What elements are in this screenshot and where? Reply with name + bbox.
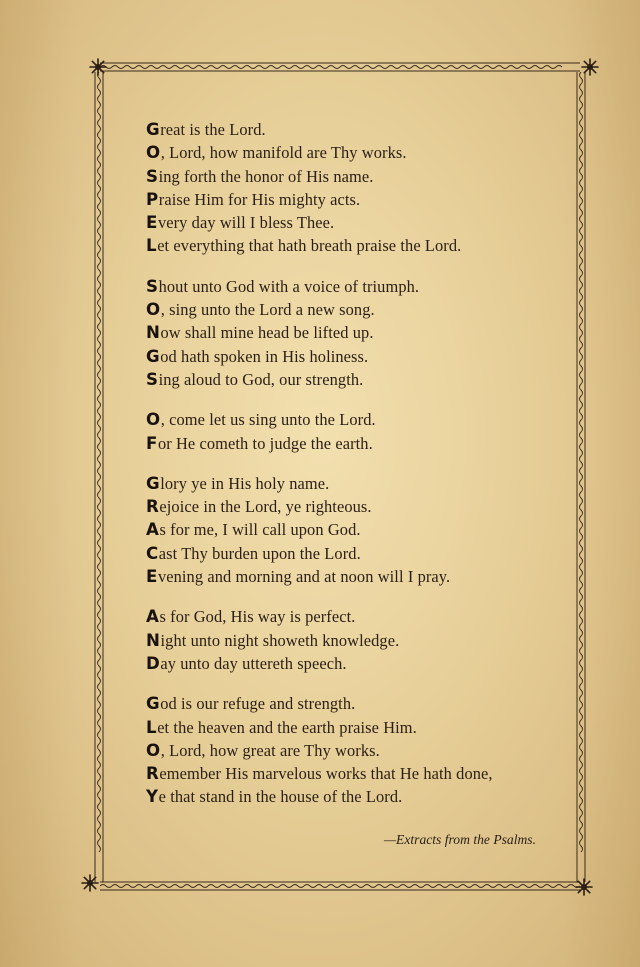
- poem-line: [146, 188, 566, 211]
- line-initial: G: [146, 120, 160, 139]
- line-initial: E: [146, 567, 158, 587]
- line-text: od is our refuge and strength.: [160, 694, 356, 714]
- attribution: —Extracts from the Psalms.: [383, 832, 536, 847]
- poem-line: [146, 762, 566, 785]
- line-text: or He cometh to judge the earth.: [157, 433, 373, 453]
- line-initial: P: [146, 189, 159, 209]
- stanza: [146, 605, 566, 675]
- line-initial: G: [146, 473, 160, 493]
- right-border: [576, 72, 586, 882]
- poem-line: [146, 408, 566, 431]
- poem-line: [146, 118, 566, 141]
- line-text: lory ye in His holy name.: [160, 473, 330, 493]
- line-text: vening and morning and at noon will I pray.: [157, 567, 451, 587]
- left-border: [94, 72, 104, 882]
- line-text: very day will I bless Thee.: [157, 213, 335, 233]
- poem-line: [146, 785, 566, 808]
- line-text: reat is the Lord.: [160, 120, 266, 139]
- poem-line: [146, 234, 566, 257]
- line-text: , sing unto the Lord a new song.: [160, 300, 375, 320]
- line-initial: E: [146, 213, 158, 233]
- stanza: [146, 692, 566, 808]
- line-initial: N: [146, 630, 160, 650]
- line-initial: F: [146, 433, 158, 453]
- stanza: [146, 472, 566, 588]
- line-initial: C: [146, 543, 159, 563]
- line-initial: O: [146, 410, 161, 430]
- line-initial: G: [146, 694, 160, 714]
- line-initial: O: [146, 300, 161, 320]
- stanza: [146, 118, 566, 258]
- line-text: ight unto night showeth knowledge.: [160, 630, 400, 650]
- poem-line: [146, 432, 566, 455]
- line-text: et everything that hath breath praise the Lord.: [157, 236, 462, 256]
- line-text: , Lord, how great are Thy works.: [160, 740, 380, 760]
- poem-line: [146, 692, 566, 715]
- line-initial: O: [146, 740, 161, 760]
- line-initial: S: [146, 369, 159, 389]
- stanza: [146, 275, 566, 391]
- poem-line: [146, 165, 566, 188]
- bottom-border: [100, 881, 580, 891]
- poem-line: [146, 472, 566, 495]
- line-initial: G: [146, 346, 160, 366]
- poem-line: [146, 739, 566, 762]
- line-text: raise Him for His mighty acts.: [158, 189, 361, 209]
- line-text: et the heaven and the earth praise Him.: [157, 717, 417, 737]
- poem-line: [146, 275, 566, 298]
- line-text: ing aloud to God, our strength.: [158, 369, 364, 389]
- rosette-icon: [574, 877, 594, 897]
- line-text: e that stand in the house of the Lord.: [158, 787, 403, 807]
- line-initial: N: [146, 323, 160, 343]
- line-text: ejoice in the Lord, ye righteous.: [159, 497, 372, 517]
- line-text: , Lord, how manifold are Thy works.: [160, 143, 407, 163]
- poem-line: [146, 298, 566, 321]
- line-initial: R: [146, 764, 159, 784]
- line-text: hout unto God with a voice of triumph.: [158, 276, 420, 296]
- rosette-icon: [580, 57, 600, 77]
- poem-line: [146, 345, 566, 368]
- line-text: ay unto day uttereth speech.: [160, 653, 347, 673]
- line-initial: L: [146, 236, 157, 256]
- poem-line: [146, 518, 566, 541]
- line-text: s for me, I will call upon God.: [159, 520, 361, 540]
- line-text: , come let us sing unto the Lord.: [160, 410, 376, 430]
- rosette-icon: [80, 873, 100, 893]
- line-text: emember His marvelous works that He hath done,: [159, 764, 493, 784]
- poem-line: [146, 565, 566, 588]
- line-initial: S: [146, 276, 159, 296]
- line-initial: A: [146, 520, 159, 540]
- poem-line: [146, 629, 566, 652]
- poem-line: [146, 211, 566, 234]
- poem-body: [146, 118, 566, 826]
- top-border: [100, 62, 580, 72]
- rosette-icon: [88, 57, 108, 77]
- line-text: s for God, His way is perfect.: [159, 607, 356, 627]
- line-text: ing forth the honor of His name.: [158, 166, 374, 186]
- line-initial: D: [146, 653, 160, 673]
- line-initial: A: [146, 607, 159, 627]
- line-initial: S: [146, 166, 159, 186]
- line-initial: L: [146, 717, 157, 737]
- line-initial: R: [146, 497, 159, 517]
- line-text: od hath spoken in His holiness.: [160, 346, 369, 366]
- poem-line: [146, 716, 566, 739]
- poem-line: [146, 141, 566, 164]
- poem-line: [146, 495, 566, 518]
- poem-line: [146, 368, 566, 391]
- poem-line: [146, 321, 566, 344]
- line-initial: Y: [146, 787, 159, 807]
- line-initial: O: [146, 143, 161, 163]
- line-text: ow shall mine head be lifted up.: [160, 323, 374, 343]
- poem-line: [146, 542, 566, 565]
- line-text: ast Thy burden upon the Lord.: [158, 543, 361, 563]
- stanza: [146, 408, 566, 455]
- poem-line: [146, 652, 566, 675]
- poem-line: [146, 605, 566, 628]
